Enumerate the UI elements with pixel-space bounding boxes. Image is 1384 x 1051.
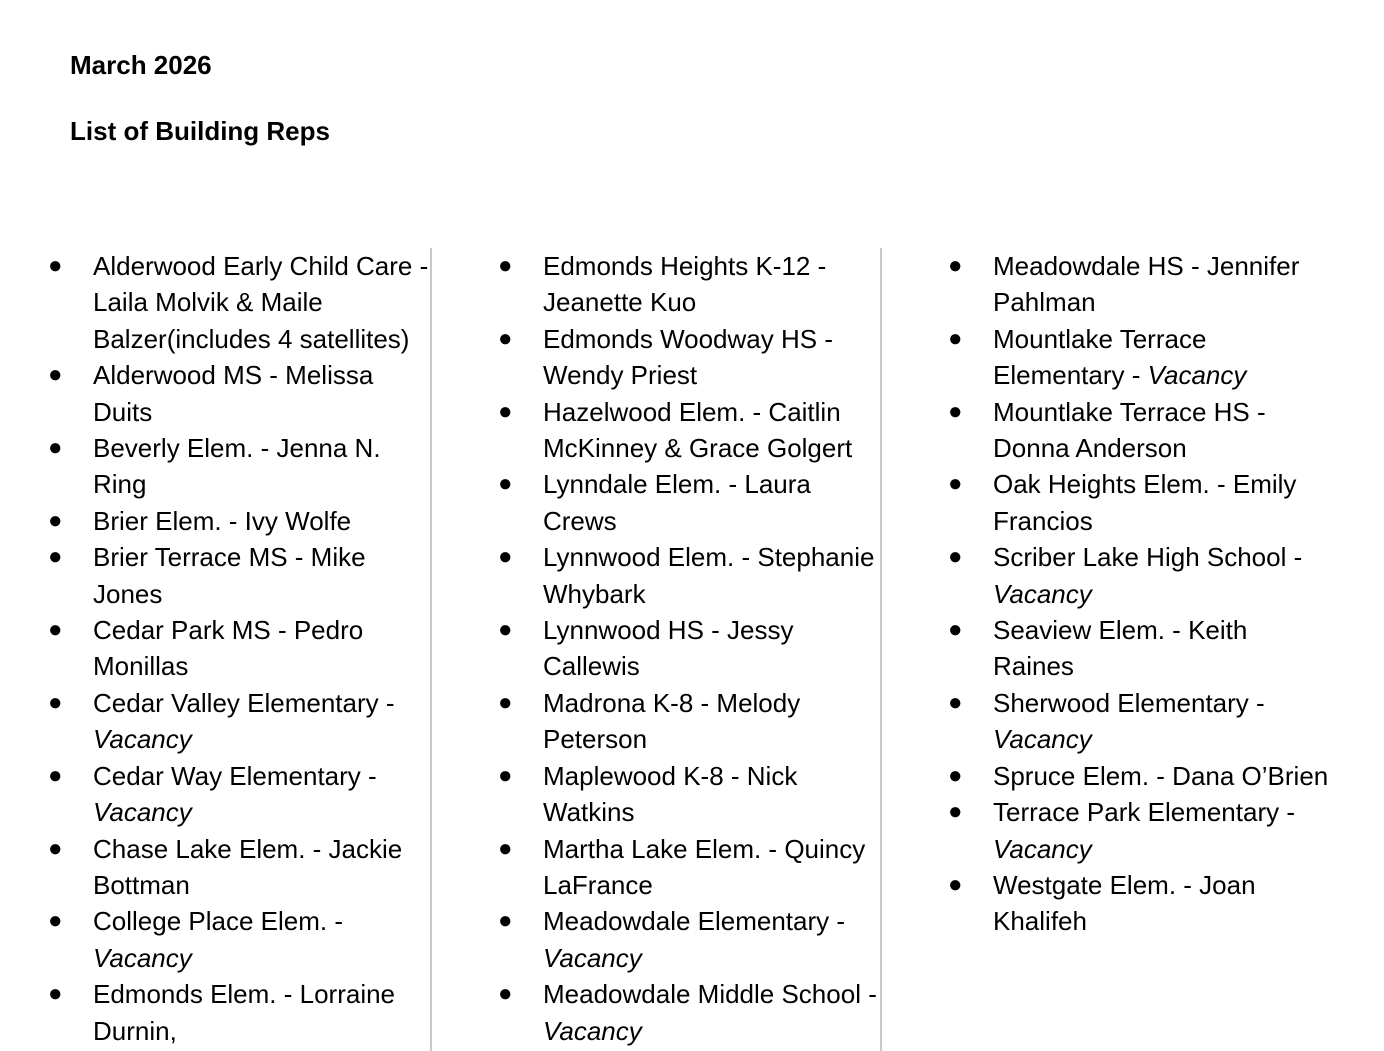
building-rep-label: Oak Heights Elem. - Emily Francios xyxy=(993,469,1297,536)
building-rep-entry xyxy=(93,979,395,1045)
building-rep-item xyxy=(948,758,1332,794)
building-rep-entry xyxy=(543,324,833,390)
building-rep-label: Edmonds Heights K-12 - Jeanette Kuo xyxy=(543,251,827,318)
building-rep-entry xyxy=(993,615,1247,681)
bullet-icon: ● xyxy=(948,397,963,425)
reps-column-3 xyxy=(948,248,1332,940)
vacancy-label: Vacancy xyxy=(543,942,642,973)
bullet-icon: ● xyxy=(498,834,513,862)
bullet-icon: ● xyxy=(498,252,513,279)
building-rep-item xyxy=(48,903,432,976)
building-rep-item xyxy=(498,758,882,831)
building-rep-label: Scriber Lake High School - xyxy=(993,542,1303,573)
bullet-icon: ● xyxy=(948,798,963,826)
building-rep-item xyxy=(498,831,882,904)
building-rep-label: Edmonds Elem. - Lorraine Durnin, xyxy=(93,979,396,1046)
building-rep-label: Lynnwood Elem. - Stephanie Whybark xyxy=(543,542,875,609)
building-rep-item xyxy=(948,248,1332,321)
building-rep-entry xyxy=(993,251,1299,317)
building-rep-entry xyxy=(93,360,373,426)
building-rep-entry xyxy=(93,615,363,681)
building-rep-item xyxy=(48,976,432,1049)
building-rep-entry xyxy=(543,688,800,754)
building-rep-entry xyxy=(993,797,1295,863)
date-heading: March 2026 xyxy=(70,50,212,80)
building-rep-item xyxy=(498,903,882,976)
vacancy-label: Vacancy xyxy=(93,797,192,828)
bullet-icon: ● xyxy=(48,616,63,644)
bullet-icon: ● xyxy=(498,324,513,352)
vacancy-label: Vacancy xyxy=(993,724,1092,755)
bullet-icon: ● xyxy=(48,361,63,389)
building-rep-item xyxy=(948,539,1332,612)
building-rep-entry xyxy=(93,251,428,354)
building-rep-item xyxy=(48,539,432,612)
building-rep-item xyxy=(498,394,882,467)
vacancy-label: Vacancy xyxy=(93,724,192,755)
building-rep-entry xyxy=(993,761,1328,791)
building-rep-item xyxy=(48,831,432,904)
building-rep-label: Alderwood Early Child Care - Laila Molvik & Maile Balzer(includes 4 satellites) xyxy=(93,251,429,354)
building-rep-label: Brier Elem. - Ivy Wolfe xyxy=(93,505,352,536)
vacancy-label: Vacancy xyxy=(993,578,1092,609)
bullet-icon: ● xyxy=(948,616,963,644)
building-rep-label: Lynndale Elem. - Laura Crews xyxy=(543,469,811,536)
building-rep-label: Martha Lake Elem. - Quincy LaFrance xyxy=(543,833,866,900)
building-rep-label: Maplewood K-8 - Nick Watkins xyxy=(543,760,798,828)
bullet-icon: ● xyxy=(948,870,963,898)
building-rep-item xyxy=(48,430,432,503)
building-rep-entry xyxy=(543,906,845,972)
bullet-icon: ● xyxy=(48,834,63,862)
bullet-icon: ● xyxy=(948,324,963,352)
bullet-icon: ● xyxy=(948,761,963,789)
bullet-icon: ● xyxy=(498,397,513,425)
building-rep-entry xyxy=(543,979,877,1045)
bullet-icon: ● xyxy=(498,470,513,498)
building-rep-entry xyxy=(543,615,793,681)
building-rep-label: Meadowdale HS - Jennifer Pahlman xyxy=(993,251,1300,318)
vacancy-label: Vacancy xyxy=(543,1015,642,1046)
bullet-icon: ● xyxy=(948,543,963,571)
bullet-icon: ● xyxy=(498,543,513,571)
building-rep-item xyxy=(948,612,1332,685)
building-rep-item xyxy=(48,612,432,685)
building-rep-label: Brier Terrace MS - Mike Jones xyxy=(93,542,366,609)
building-rep-entry xyxy=(543,542,874,608)
vacancy-label: Vacancy xyxy=(93,942,192,973)
building-rep-entry xyxy=(993,870,1256,936)
bullet-icon: ● xyxy=(48,506,63,534)
building-rep-label: Cedar Park MS - Pedro Monillas xyxy=(93,615,364,682)
bullet-icon: ● xyxy=(498,907,513,935)
building-rep-entry xyxy=(543,761,797,827)
building-rep-label: Spruce Elem. - Dana O’Brien xyxy=(993,760,1329,791)
building-rep-label: Mountlake Terrace Elementary - xyxy=(993,323,1207,391)
reps-column-2 xyxy=(498,248,882,1049)
building-rep-entry xyxy=(543,397,852,463)
building-rep-entry xyxy=(93,761,377,827)
building-rep-item xyxy=(948,394,1332,467)
bullet-icon: ● xyxy=(948,688,963,716)
building-rep-item xyxy=(498,466,882,539)
bullet-icon: ● xyxy=(48,688,63,716)
bullet-icon: ● xyxy=(498,761,513,789)
building-rep-entry xyxy=(93,906,343,972)
building-rep-entry xyxy=(993,324,1246,390)
bullet-icon: ● xyxy=(948,252,963,279)
bullet-icon: ● xyxy=(498,688,513,716)
list-title: List of Building Reps xyxy=(70,116,330,146)
building-rep-item xyxy=(48,758,432,831)
building-rep-label: Chase Lake Elem. - Jackie Bottman xyxy=(93,833,403,900)
bullet-icon: ● xyxy=(48,543,63,571)
reps-column-1 xyxy=(48,248,432,1049)
building-rep-item xyxy=(948,867,1332,940)
building-rep-label: Mountlake Terrace HS - Donna Anderson xyxy=(993,396,1266,464)
building-rep-item xyxy=(498,248,882,321)
bullet-icon: ● xyxy=(48,434,63,462)
building-rep-entry xyxy=(93,433,381,499)
building-rep-entry xyxy=(543,834,865,900)
building-rep-item xyxy=(498,539,882,612)
building-rep-item xyxy=(48,685,432,758)
building-rep-entry xyxy=(93,834,402,900)
building-rep-item xyxy=(48,503,432,539)
building-rep-label: College Place Elem. - xyxy=(93,906,343,937)
building-rep-entry xyxy=(543,469,811,535)
column-divider-1 xyxy=(430,248,432,1051)
building-rep-label: Madrona K-8 - Melody Peterson xyxy=(543,687,801,755)
building-rep-item xyxy=(498,976,882,1049)
building-rep-item xyxy=(48,248,432,357)
building-rep-entry xyxy=(543,251,826,317)
bullet-icon: ● xyxy=(48,761,63,789)
building-rep-label: Seaview Elem. - Keith Raines xyxy=(993,615,1248,682)
bullet-icon: ● xyxy=(48,980,63,1008)
bullet-icon: ● xyxy=(498,616,513,644)
building-rep-item xyxy=(948,794,1332,867)
building-rep-item xyxy=(498,685,882,758)
building-rep-label: Meadowdale Elementary - xyxy=(543,906,846,937)
building-rep-item xyxy=(498,321,882,394)
building-rep-label: Meadowdale Middle School - xyxy=(543,979,877,1010)
building-rep-entry xyxy=(93,688,395,754)
bullet-icon: ● xyxy=(498,980,513,1008)
building-rep-label: Cedar Way Elementary - xyxy=(93,760,377,791)
building-rep-label: Sherwood Elementary - xyxy=(993,687,1265,718)
building-rep-label: Cedar Valley Elementary - xyxy=(93,687,395,718)
building-rep-entry xyxy=(993,397,1266,463)
building-rep-item xyxy=(948,321,1332,394)
building-rep-entry xyxy=(993,469,1296,535)
vacancy-label: Vacancy xyxy=(993,833,1092,864)
building-rep-item xyxy=(48,357,432,430)
building-rep-entry xyxy=(993,542,1302,608)
building-rep-label: Alderwood MS - Melissa Duits xyxy=(93,360,374,427)
building-rep-label: Beverly Elem. - Jenna N. Ring xyxy=(93,433,381,500)
building-rep-item xyxy=(948,466,1332,539)
building-rep-label: Hazelwood Elem. - Caitlin McKinney & Grace Golgert xyxy=(543,396,853,464)
building-rep-item xyxy=(498,612,882,685)
building-rep-label: Edmonds Woodway HS - Wendy Priest xyxy=(543,323,833,391)
vacancy-label: Vacancy xyxy=(1147,360,1247,391)
building-rep-label: Terrace Park Elementary - xyxy=(993,797,1295,828)
building-reps-columns xyxy=(0,248,1384,1051)
building-rep-label: Westgate Elem. - Joan Khalifeh xyxy=(993,869,1256,937)
building-rep-entry xyxy=(993,688,1265,754)
building-rep-item xyxy=(948,685,1332,758)
building-rep-label: Lynnwood HS - Jessy Callewis xyxy=(543,615,794,682)
bullet-icon: ● xyxy=(48,907,63,935)
building-rep-entry xyxy=(93,506,351,536)
bullet-icon: ● xyxy=(48,252,63,279)
building-rep-entry xyxy=(93,542,366,608)
column-divider-2 xyxy=(880,248,882,1051)
bullet-icon: ● xyxy=(948,470,963,498)
